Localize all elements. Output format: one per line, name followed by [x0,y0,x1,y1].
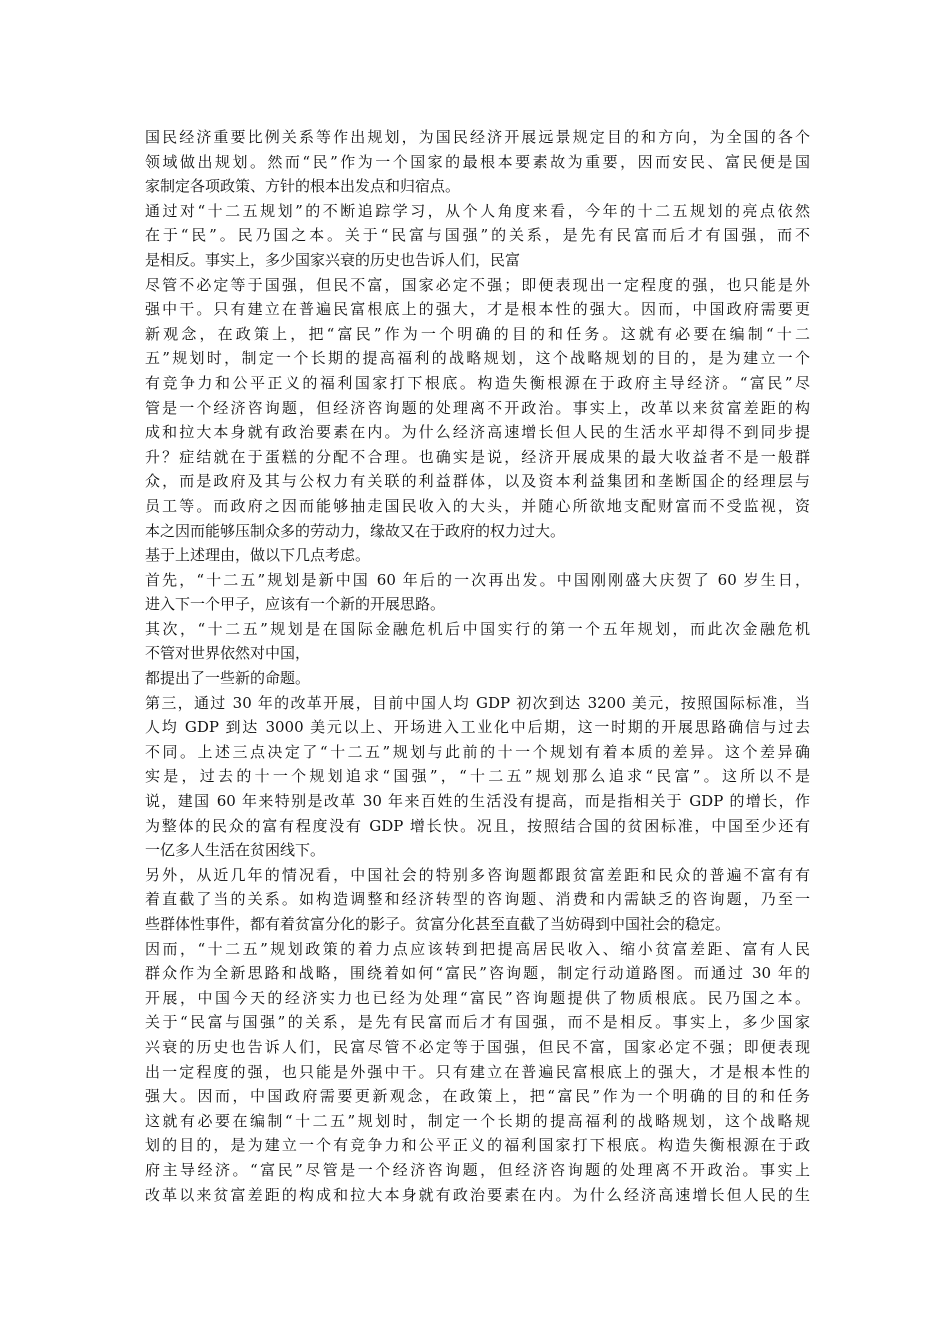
text-line: 改革以来贫富差距的构成和拉大本身就有政治要素在内。为什么经济高速增长但人民的生 [145,1185,810,1204]
text-line: 群众作为全新思路和战略，围绕着如何“富民”咨询题，制定行动道路图。而通过 30 年的 [145,964,810,983]
text-line: 有竞争力和公平正义的福利国家打下根底。构造失衡根源在于政府主导经济。“富民”尽 [145,373,810,392]
text-line: 进入下一个甲子，应该有一个新的开展思路。 [145,595,446,614]
text-line: 新观念，在政策上，把“富民”作为一个明确的目的和任务。这就有必要在编制“十二 [145,324,810,343]
text-line: 人均 GDP 到达 3000 美元以上、开场进入工业化中后期，这一时期的开展思路确信与过去 [145,718,810,737]
text-line: 众，而是政府及其与公权力有关联的利益群体，以及资本利益集团和垄断国企的经理层与 [145,472,810,491]
text-line: 通过对“十二五规划”的不断追踪学习，从个人角度来看，今年的十二五规划的亮点依然 [145,201,810,220]
text-line: 些群体性事件，都有着贫富分化的影子。贫富分化甚至直截了当妨碍到中国社会的稳定。 [145,915,731,933]
text-line: 第三，通过 30 年的改革开展，目前中国人均 GDP 初次到达 3200 美元，按照国际标准，当 [145,693,810,712]
text-line: 一亿多人生活在贫困线下。 [145,841,326,860]
text-line: 五”规划时，制定一个长期的提高福利的战略规划，这个战略规划的目的，是为建立一个 [145,349,810,368]
text-line: 强中干。只有建立在普遍民富根底上的强大，才是根本性的强大。因而，中国政府需要更 [145,300,810,319]
text-line: 因而，“十二五”规划政策的着力点应该转到把提高居民收入、缩小贫富差距、富有人民 [145,939,810,958]
text-line: 首先，“十二五”规划是新中国 60 年后的一次再出发。中国刚刚盛大庆贺了 60 岁生日， [145,570,810,589]
text-line: 国民经济重要比例关系等作出规划，为国民经济开展远景规定目的和方向，为全国的各个 [145,128,810,146]
text-line: 强大。因而，中国政府需要更新观念，在政策上，把“富民”作为一个明确的目的和任务 [145,1087,810,1106]
text-line: 为整体的民众的富有程度没有 GDP 增长快。况且，按照结合国的贫困标准，中国至少还有 [145,816,810,835]
text-line: 不管对世界依然对中国， [145,644,311,663]
text-line: 另外，从近几年的情况看，中国社会的特别多咨询题都跟贫富差距和民众的普遍不富有有 [145,865,810,884]
text-line: 基于上述理由，做以下几点考虑。 [145,546,371,565]
text-line: 着直截了当的关系。如构造调整和经济转型的咨询题、消费和内需缺乏的咨询题，乃至一 [145,890,810,909]
text-line: 是相反。事实上，多少国家兴衰的历史也告诉人们，民富 [145,250,521,269]
text-line: 成和拉大本身就有政治要素在内。为什么经济高速增长但人民的生活水平却得不到同步提 [145,423,810,442]
text-line: 兴衰的历史也告诉人们，民富尽管不必定等于国强，但民不富，国家必定不强；即便表现 [145,1037,810,1056]
text-line: 其次，“十二五”规划是在国际金融危机后中国实行的第一个五年规划，而此次金融危机 [145,619,810,638]
text-line: 实是，过去的十一个规划追求“国强”，“十二五”规划那么追求“民富”。这所以不是 [145,767,810,786]
text-line: 升？症结就在于蛋糕的分配不合理。也确实是说，经济开展成果的最大收益者不是一般群 [145,447,810,466]
text-line: 领域做出规划。然而“民”作为一个国家的最根本要素故为重要，因而安民、富民便是国 [145,152,810,171]
text-line: 这就有必要在编制“十二五”规划时，制定一个长期的提高福利的战略规划，这个战略规 [145,1111,810,1130]
text-line: 府主导经济。“富民”尽管是一个经济咨询题，但经济咨询题的处理离不开政治。事实上 [145,1160,810,1179]
text-line: 开展，中国今天的经济实力也已经为处理“富民”咨询题提供了物质根底。民乃国之本。 [145,988,810,1007]
text-line: 员工等。而政府之因而能够抽走国民收入的大头，并随心所欲地支配财富而不受监视，资 [145,496,810,515]
text-line: 不同。上述三点决定了“十二五”规划与此前的十一个规划有着本质的差异。这个差异确 [145,742,810,761]
text-line: 说，建国 60 年来特别是改革 30 年来百姓的生活没有提高，而是指相关于 GDP 的增长，作 [145,792,810,811]
text-line: 尽管不必定等于国强，但民不富，国家必定不强；即便表现出一定程度的强，也只能是外 [145,275,810,294]
text-line: 本之因而能够压制众多的劳动力，缘故又在于政府的权力过大。 [145,521,566,540]
text-line: 划的目的，是为建立一个有竞争力和公平正义的福利国家打下根底。构造失衡根源在于政 [145,1136,810,1155]
text-line: 关于“民富与国强”的关系，是先有民富而后才有国强，而不是相反。事实上，多少国家 [145,1013,810,1032]
text-line: 在于“民”。民乃国之本。关于“民富与国强”的关系，是先有民富而后才有国强，而不 [145,226,810,245]
text-line: 都提出了一些新的命题。 [145,669,311,688]
text-line: 家制定各项政策、方针的根本出发点和归宿点。 [145,177,461,196]
document-body [145,125,810,1207]
text-line: 出一定程度的强，也只能是外强中干。只有建立在普遍民富根底上的强大，才是根本性的 [145,1062,810,1081]
text-line: 管是一个经济咨询题，但经济咨询题的处理离不开政治。事实上，改革以来贫富差距的构 [145,398,810,417]
